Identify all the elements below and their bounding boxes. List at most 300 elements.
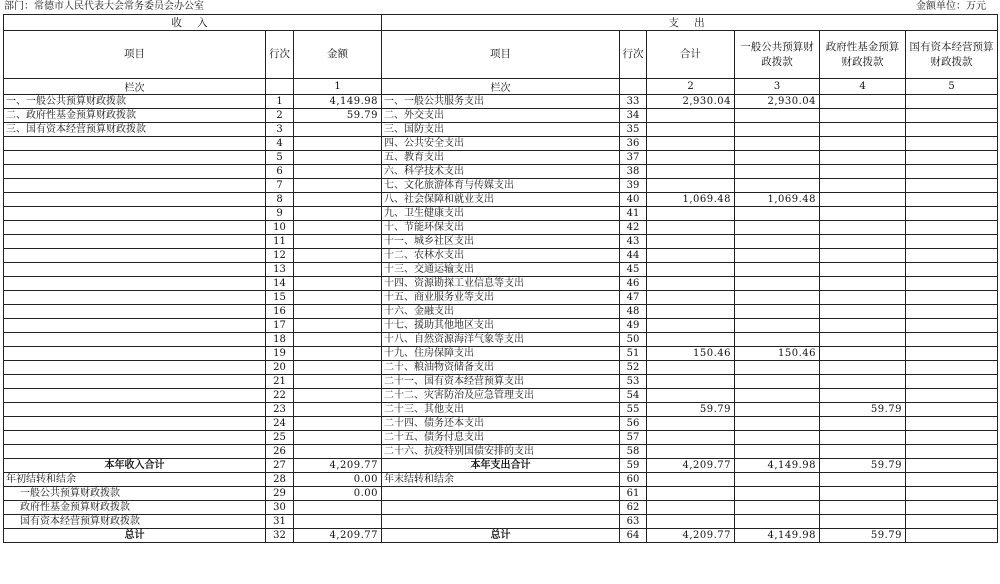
total-amount-cell: 2,930.04 (647, 95, 735, 109)
total-amount-cell: 4,209.77 (647, 459, 735, 473)
income-line-cell: 16 (266, 305, 294, 319)
expense-item-cell: 二十三、其他支出 (382, 403, 620, 417)
income-line-cell: 19 (266, 347, 294, 361)
total-amount-cell (647, 361, 735, 375)
income-line-cell: 17 (266, 319, 294, 333)
income-item-cell (4, 375, 266, 389)
table-row (4, 179, 998, 193)
column-index-4: 4 (820, 79, 906, 95)
table-row (4, 207, 998, 221)
expense-item-cell: 本年支出合计 (382, 459, 620, 473)
budget-table-container (3, 14, 997, 543)
income-line-cell: 21 (266, 375, 294, 389)
general-budget-amount-cell (735, 109, 820, 123)
income-item-cell: 一般公共预算财政拨款 (4, 487, 266, 501)
state-capital-amount-cell (906, 291, 998, 305)
income-item-cell (4, 431, 266, 445)
expense-item-cell: 十二、农林水支出 (382, 249, 620, 263)
income-line-cell: 10 (266, 221, 294, 235)
expense-item-cell: 十八、自然资源海洋气象等支出 (382, 333, 620, 347)
income-item-header: 项目 (4, 31, 266, 79)
expense-line-cell: 61 (620, 487, 647, 501)
income-item-cell (4, 137, 266, 151)
table-row (4, 277, 998, 291)
table-row (4, 515, 998, 529)
fund-budget-amount-cell (820, 263, 906, 277)
income-item-cell: 二、政府性基金预算财政拨款 (4, 109, 266, 123)
table-row (4, 431, 998, 445)
income-line-cell: 26 (266, 445, 294, 459)
fund-budget-amount-cell (820, 431, 906, 445)
table-row (4, 333, 998, 347)
table-row (4, 291, 998, 305)
general-budget-amount-cell (735, 487, 820, 501)
expense-line-cell: 38 (620, 165, 647, 179)
income-amount-cell (294, 165, 382, 179)
state-capital-amount-cell (906, 207, 998, 221)
expense-line-cell: 43 (620, 235, 647, 249)
expense-line-cell: 37 (620, 151, 647, 165)
column-header-row (4, 31, 998, 79)
table-row (4, 151, 998, 165)
income-item-cell (4, 221, 266, 235)
fund-budget-amount-cell (820, 389, 906, 403)
income-line-cell: 15 (266, 291, 294, 305)
income-line-cell: 27 (266, 459, 294, 473)
general-budget-amount-cell: 150.46 (735, 347, 820, 361)
fund-budget-amount-cell (820, 319, 906, 333)
table-row (4, 221, 998, 235)
general-budget-amount-cell (735, 207, 820, 221)
income-line-cell: 5 (266, 151, 294, 165)
state-capital-amount-cell (906, 249, 998, 263)
income-amount-cell (294, 137, 382, 151)
expense-item-cell: 十七、援助其他地区支出 (382, 319, 620, 333)
total-header: 合计 (647, 31, 735, 79)
income-item-cell: 政府性基金预算财政拨款 (4, 501, 266, 515)
expense-line-cell: 52 (620, 361, 647, 375)
table-row (4, 375, 998, 389)
expense-item-cell: 二十四、债务还本支出 (382, 417, 620, 431)
income-line-cell: 7 (266, 179, 294, 193)
fund-budget-amount-cell (820, 515, 906, 529)
income-amount-cell (294, 431, 382, 445)
expense-item-cell: 八、社会保障和就业支出 (382, 193, 620, 207)
state-capital-amount-cell (906, 515, 998, 529)
general-budget-amount-cell (735, 151, 820, 165)
general-budget-amount-cell (735, 403, 820, 417)
total-amount-cell (647, 263, 735, 277)
state-capital-amount-cell (906, 109, 998, 123)
income-line-cell: 3 (266, 123, 294, 137)
income-item-cell (4, 277, 266, 291)
income-amount-cell (294, 193, 382, 207)
column-index-label-right: 栏次 (382, 79, 620, 95)
general-budget-amount-cell (735, 501, 820, 515)
income-item-cell (4, 165, 266, 179)
income-amount-cell (294, 235, 382, 249)
total-amount-cell: 4,209.77 (647, 529, 735, 543)
income-amount-cell: 4,209.77 (294, 459, 382, 473)
expense-item-cell: 十六、金融支出 (382, 305, 620, 319)
expense-item-cell: 三、国防支出 (382, 123, 620, 137)
income-item-cell (4, 445, 266, 459)
expense-item-cell: 九、卫生健康支出 (382, 207, 620, 221)
income-item-cell (4, 193, 266, 207)
expense-item-cell: 四、公共安全支出 (382, 137, 620, 151)
income-line-cell: 23 (266, 403, 294, 417)
expense-line-cell: 41 (620, 207, 647, 221)
total-amount-cell (647, 375, 735, 389)
total-amount-cell (647, 137, 735, 151)
fund-budget-amount-cell (820, 305, 906, 319)
table-row (4, 529, 998, 543)
income-amount-cell (294, 221, 382, 235)
income-item-cell: 国有资本经营预算财政拨款 (4, 515, 266, 529)
general-budget-amount-cell (735, 235, 820, 249)
fund-budget-amount-cell (820, 277, 906, 291)
general-budget-amount-cell: 4,149.98 (735, 529, 820, 543)
column-index-5: 5 (906, 79, 998, 95)
total-amount-cell (647, 417, 735, 431)
column-index-empty (620, 79, 647, 95)
income-item-cell (4, 207, 266, 221)
total-amount-cell (647, 473, 735, 487)
expense-section-title: 支 出 (382, 15, 998, 31)
total-amount-cell (647, 249, 735, 263)
total-amount-cell: 59.79 (647, 403, 735, 417)
unit-label: 金额单位：万元 (916, 1, 986, 12)
state-capital-amount-cell (906, 347, 998, 361)
fund-budget-amount-cell (820, 347, 906, 361)
income-amount-cell (294, 417, 382, 431)
income-item-cell (4, 333, 266, 347)
income-line-cell: 1 (266, 95, 294, 109)
column-index-2: 2 (647, 79, 735, 95)
expense-item-cell: 总计 (382, 529, 620, 543)
income-line-cell: 9 (266, 207, 294, 221)
table-row (4, 319, 998, 333)
fund-budget-amount-cell (820, 109, 906, 123)
column-index-1: 1 (294, 79, 382, 95)
table-row (4, 263, 998, 277)
expense-item-cell: 二十一、国有资本经营预算支出 (382, 375, 620, 389)
general-budget-amount-cell (735, 263, 820, 277)
table-row (4, 165, 998, 179)
income-amount-cell (294, 403, 382, 417)
income-item-cell (4, 403, 266, 417)
income-amount-cell (294, 361, 382, 375)
state-capital-amount-cell (906, 137, 998, 151)
total-amount-cell (647, 487, 735, 501)
income-line-cell: 31 (266, 515, 294, 529)
column-index-empty (266, 79, 294, 95)
income-item-cell: 年初结转和结余 (4, 473, 266, 487)
state-capital-header: 国有资本经营预算财政拨款 (906, 31, 998, 79)
state-capital-amount-cell (906, 305, 998, 319)
column-index-label-left: 栏次 (4, 79, 266, 95)
fund-budget-amount-cell (820, 221, 906, 235)
income-line-header: 行次 (266, 31, 294, 79)
general-budget-amount-cell (735, 249, 820, 263)
expense-line-header: 行次 (620, 31, 647, 79)
general-budget-amount-cell (735, 123, 820, 137)
income-line-cell: 29 (266, 487, 294, 501)
table-row (4, 459, 998, 473)
expense-line-cell: 39 (620, 179, 647, 193)
fund-budget-amount-cell (820, 375, 906, 389)
expense-item-header: 项目 (382, 31, 620, 79)
expense-item-cell: 十三、交通运输支出 (382, 263, 620, 277)
fund-budget-amount-cell (820, 95, 906, 109)
income-amount-cell (294, 501, 382, 515)
income-amount-cell (294, 179, 382, 193)
budget-table (3, 14, 998, 543)
expense-line-cell: 62 (620, 501, 647, 515)
state-capital-amount-cell (906, 333, 998, 347)
fund-budget-amount-cell (820, 235, 906, 249)
fund-budget-amount-cell (820, 473, 906, 487)
state-capital-amount-cell (906, 123, 998, 137)
income-amount-cell: 0.00 (294, 487, 382, 501)
fund-budget-amount-cell (820, 165, 906, 179)
income-amount-cell (294, 263, 382, 277)
fund-budget-amount-cell (820, 249, 906, 263)
general-budget-amount-cell: 1,069.48 (735, 193, 820, 207)
expense-line-cell: 51 (620, 347, 647, 361)
expense-line-cell: 60 (620, 473, 647, 487)
table-row (4, 389, 998, 403)
fund-budget-amount-cell (820, 333, 906, 347)
state-capital-amount-cell (906, 193, 998, 207)
expense-item-cell: 二十、粮油物资储备支出 (382, 361, 620, 375)
income-item-cell: 一、一般公共预算财政拨款 (4, 95, 266, 109)
expense-item-cell: 年末结转和结余 (382, 473, 620, 487)
total-amount-cell: 1,069.48 (647, 193, 735, 207)
income-item-cell (4, 249, 266, 263)
state-capital-amount-cell (906, 235, 998, 249)
general-budget-amount-cell (735, 333, 820, 347)
fund-budget-amount-cell (820, 179, 906, 193)
state-capital-amount-cell (906, 445, 998, 459)
income-item-cell (4, 361, 266, 375)
table-row (4, 109, 998, 123)
expense-line-cell: 50 (620, 333, 647, 347)
expense-line-cell: 53 (620, 375, 647, 389)
state-capital-amount-cell (906, 473, 998, 487)
income-amount-cell (294, 375, 382, 389)
fund-budget-amount-cell (820, 207, 906, 221)
table-row (4, 473, 998, 487)
income-line-cell: 24 (266, 417, 294, 431)
fund-budget-header: 政府性基金预算财政拨款 (820, 31, 906, 79)
state-capital-amount-cell (906, 487, 998, 501)
department-label: 部门：常德市人民代表大会常务委员会办公室 (4, 1, 204, 12)
total-amount-cell: 150.46 (647, 347, 735, 361)
state-capital-amount-cell (906, 501, 998, 515)
general-budget-amount-cell (735, 291, 820, 305)
income-item-cell: 总计 (4, 529, 266, 543)
income-item-cell (4, 179, 266, 193)
state-capital-amount-cell (906, 319, 998, 333)
income-line-cell: 12 (266, 249, 294, 263)
total-amount-cell (647, 319, 735, 333)
section-header-row (4, 15, 998, 31)
total-amount-cell (647, 123, 735, 137)
expense-item-cell: 五、教育支出 (382, 151, 620, 165)
total-amount-cell (647, 277, 735, 291)
fund-budget-amount-cell (820, 291, 906, 305)
state-capital-amount-cell (906, 403, 998, 417)
expense-item-cell: 二十六、抗疫特别国债安排的支出 (382, 445, 620, 459)
total-amount-cell (647, 221, 735, 235)
expense-line-cell: 47 (620, 291, 647, 305)
income-line-cell: 25 (266, 431, 294, 445)
income-line-cell: 11 (266, 235, 294, 249)
general-budget-amount-cell (735, 389, 820, 403)
general-budget-amount-cell (735, 417, 820, 431)
expense-line-cell: 57 (620, 431, 647, 445)
income-amount-cell (294, 445, 382, 459)
income-line-cell: 20 (266, 361, 294, 375)
income-line-cell: 30 (266, 501, 294, 515)
expense-line-cell: 59 (620, 459, 647, 473)
general-budget-amount-cell (735, 179, 820, 193)
state-capital-amount-cell (906, 165, 998, 179)
income-item-cell (4, 417, 266, 431)
income-amount-cell (294, 347, 382, 361)
general-budget-amount-cell: 2,930.04 (735, 95, 820, 109)
state-capital-amount-cell (906, 417, 998, 431)
table-row (4, 361, 998, 375)
income-item-cell (4, 263, 266, 277)
income-item-cell (4, 305, 266, 319)
income-amount-cell (294, 249, 382, 263)
income-amount-cell: 59.79 (294, 109, 382, 123)
expense-line-cell: 46 (620, 277, 647, 291)
expense-line-cell: 36 (620, 137, 647, 151)
total-amount-cell (647, 291, 735, 305)
income-amount-cell (294, 291, 382, 305)
expense-line-cell: 40 (620, 193, 647, 207)
fund-budget-amount-cell (820, 487, 906, 501)
expense-item-cell: 二十二、灾害防治及应急管理支出 (382, 389, 620, 403)
income-amount-cell: 4,209.77 (294, 529, 382, 543)
expense-item-cell: 十五、商业服务业等支出 (382, 291, 620, 305)
total-amount-cell (647, 515, 735, 529)
expense-item-cell: 七、文化旅游体育与传媒支出 (382, 179, 620, 193)
income-amount-cell: 0.00 (294, 473, 382, 487)
expense-line-cell: 45 (620, 263, 647, 277)
general-budget-amount-cell (735, 305, 820, 319)
expense-line-cell: 34 (620, 109, 647, 123)
income-item-cell: 三、国有资本经营预算财政拨款 (4, 123, 266, 137)
state-capital-amount-cell (906, 361, 998, 375)
table-row (4, 487, 998, 501)
expense-item-cell (382, 501, 620, 515)
income-item-cell (4, 389, 266, 403)
income-line-cell: 28 (266, 473, 294, 487)
state-capital-amount-cell (906, 459, 998, 473)
total-amount-cell (647, 389, 735, 403)
income-line-cell: 6 (266, 165, 294, 179)
income-line-cell: 14 (266, 277, 294, 291)
state-capital-amount-cell (906, 431, 998, 445)
table-row (4, 501, 998, 515)
total-amount-cell (647, 333, 735, 347)
income-amount-header: 金额 (294, 31, 382, 79)
expense-item-cell: 一、一般公共服务支出 (382, 95, 620, 109)
income-line-cell: 2 (266, 109, 294, 123)
income-item-cell (4, 319, 266, 333)
general-budget-amount-cell (735, 277, 820, 291)
income-amount-cell (294, 207, 382, 221)
expense-line-cell: 49 (620, 319, 647, 333)
income-amount-cell (294, 515, 382, 529)
income-amount-cell (294, 123, 382, 137)
state-capital-amount-cell (906, 263, 998, 277)
total-amount-cell (647, 207, 735, 221)
expense-item-cell: 六、科学技术支出 (382, 165, 620, 179)
expense-line-cell: 58 (620, 445, 647, 459)
total-amount-cell (647, 501, 735, 515)
total-amount-cell (647, 151, 735, 165)
table-row (4, 249, 998, 263)
expense-item-cell: 十九、住房保障支出 (382, 347, 620, 361)
expense-item-cell (382, 515, 620, 529)
income-line-cell: 18 (266, 333, 294, 347)
table-row (4, 417, 998, 431)
total-amount-cell (647, 179, 735, 193)
expense-item-cell: 十、节能环保支出 (382, 221, 620, 235)
income-line-cell: 8 (266, 193, 294, 207)
total-amount-cell (647, 235, 735, 249)
income-amount-cell (294, 305, 382, 319)
income-line-cell: 32 (266, 529, 294, 543)
state-capital-amount-cell (906, 529, 998, 543)
fund-budget-amount-cell (820, 151, 906, 165)
general-budget-amount-cell (735, 431, 820, 445)
fund-budget-amount-cell (820, 123, 906, 137)
fund-budget-amount-cell (820, 137, 906, 151)
income-item-cell (4, 235, 266, 249)
table-row (4, 347, 998, 361)
expense-line-cell: 48 (620, 305, 647, 319)
income-amount-cell (294, 333, 382, 347)
general-budget-amount-cell (735, 361, 820, 375)
general-budget-amount-cell (735, 137, 820, 151)
income-line-cell: 22 (266, 389, 294, 403)
table-row (4, 137, 998, 151)
total-amount-cell (647, 445, 735, 459)
expense-line-cell: 64 (620, 529, 647, 543)
state-capital-amount-cell (906, 179, 998, 193)
fund-budget-amount-cell (820, 417, 906, 431)
expense-line-cell: 54 (620, 389, 647, 403)
general-budget-amount-cell: 4,149.98 (735, 459, 820, 473)
total-amount-cell (647, 165, 735, 179)
fund-budget-amount-cell: 59.79 (820, 529, 906, 543)
expense-item-cell: 十四、资源勘探工业信息等支出 (382, 277, 620, 291)
state-capital-amount-cell (906, 277, 998, 291)
table-row (4, 305, 998, 319)
state-capital-amount-cell (906, 221, 998, 235)
income-amount-cell: 4,149.98 (294, 95, 382, 109)
income-section-title: 收 入 (4, 15, 382, 31)
expense-line-cell: 56 (620, 417, 647, 431)
table-row (4, 123, 998, 137)
expense-line-cell: 35 (620, 123, 647, 137)
